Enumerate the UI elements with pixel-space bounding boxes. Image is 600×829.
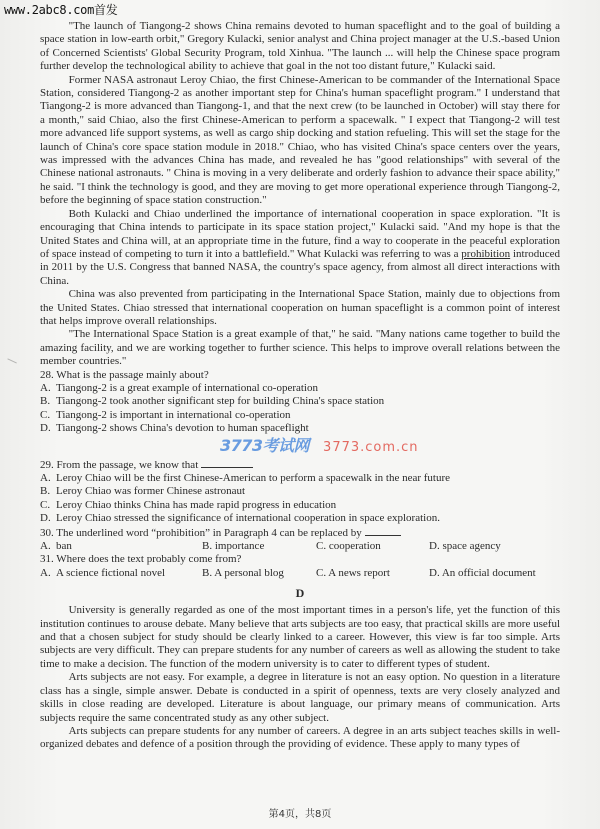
option-text: Tiangong-2 took another significant step for building China's space station [56,395,385,408]
passage-c-paragraph-5: "The International Space Station is a great example of that," he said. "Many nations came together to build the amazing facility, and we are working together to further science. This helps to improve overall relations between the member countries." [40,328,560,368]
option-text: An official document [441,566,536,579]
option-text: ban [56,540,72,553]
scan-smudge [3,358,17,372]
option-c [40,409,560,422]
option-c [316,540,429,553]
option-text: Tiangong-2 is a great example of international co-operation [56,381,318,394]
passage-c-paragraph-1: "The launch of Tiangong-2 shows China remains devoted to human spaceflight and to the goal of building a space station in low-earth orbit," Gregory Kulacki, senior analyst and China project manager at the U.S.-based Union of Concerned Scientists' Global Security Program, told Xinhua. "The launch ... will help the Chinese space program further develop the technological ability to achieve that goal in the not too distant future," Kulacki said. [40,20,560,73]
option-c [316,567,429,580]
option-d [429,540,501,553]
option-label: C. [40,408,51,421]
option-label: A. [40,540,51,553]
answer-blank [201,458,253,468]
option-a [40,382,560,395]
option-text: A personal blog [214,566,284,579]
option-a [40,472,560,485]
passage-c [40,20,560,369]
site-watermark: www.2abc8.com首发 [4,3,118,17]
option-label: B. [202,566,213,579]
option-label: C. [316,566,327,579]
option-b [202,540,316,553]
url-watermark: 3773.com.cn [323,439,419,455]
option-text: importance [214,540,265,553]
option-b [40,395,560,408]
answer-blank [365,526,401,536]
underlined-word: prohibition [461,247,511,260]
option-text: space agency [442,540,501,553]
option-label: D. [429,540,440,553]
question-31 [40,553,560,580]
option-label: D. [40,512,51,525]
options-row [40,540,560,553]
passage-d-paragraph-3: Arts subjects can prepare students for any number of careers. A degree in an arts subject teaches skills in well-organized debates and defence of a position through the providing of evidence. These apply to many types of [40,724,560,751]
option-text: Leroy Chiao stressed the significance of international cooperation in space exploration. [56,512,440,525]
option-label: B. [40,395,51,408]
option-label: D. [40,422,51,435]
passage-d-paragraph-2: Arts subjects are not easy. For example, a degree in literature is not an easy option. No question in a literature class has a single, simple answer. Debate is conducted in a spirit of openness, texts are very closely analyzed and skills in close reading are developed. Literature is about language, our primary means of communication. Arts subjects require the same concentrated study as any other subject. [40,671,560,724]
question-stem: 31. Where does the text probably come from? [40,553,242,566]
section-heading: D [295,586,305,601]
option-d [429,567,536,580]
option-d [40,422,560,435]
question-stem-text: 30. The underlined word “prohibition” in Paragraph 4 can be replaced by [40,526,362,539]
passage-c-paragraph-4: China was also prevented from participating in the International Space Station, mainly due to objections from the United States. Chiao stressed that international cooperation on human spaceflight is a common point of interest that helps improve overall relationships. [40,288,560,327]
passage-c-paragraph-2: Former NASA astronaut Leroy Chiao, the first Chinese-American to be commander of the International Space Station, considered Tiangong-2 as another important step for China's human spaceflight program." I understand that Tiangong-2 is more advanced than Tiangong-1, and that the next crew (to be launched in October) will stay there for a month," said Chiao, also the first Chinese-American to perform a spacewalk. " I expect that Tiangong-2 will test more advanced life support systems, as well as cargo ship docking and station refueling. This will set the stage for the launch of China's core space station module in 2018." Chiao, who has visited China's space centers over the years, was impressed with the advances China has made, and revealed he has "good relationships" with several of the Chinese national astronauts. " China is moving in a very deliberate and orderly fashion to advance their space ability," he said. "I think the technology is good, and they are moving to get more operational experience through Tiangong-2, before the beginning of space station construction." [40,73,560,207]
option-text: Tiangong-2 shows China's devotion to human spaceflight [56,422,309,435]
watermark-band [220,437,560,457]
question-28 [40,369,560,436]
questions [40,369,560,581]
option-label: A. [40,566,51,579]
question-30 [40,526,560,554]
options-row [40,567,560,580]
passage-d [40,586,560,751]
option-text: Leroy Chiao was former Chinese astronaut [56,485,246,498]
option-text: Leroy Chiao thinks China has made rapid progress in education [56,498,337,511]
passage-c-paragraph-3 [40,208,560,288]
logo-watermark: 3773考试网 [220,435,310,455]
option-a [40,540,202,553]
option-label: C. [40,498,51,511]
option-b [202,567,316,580]
question-stem [40,458,560,472]
page-number: 第4页，共8页 [268,809,332,820]
passage-d-paragraph-1: University is generally regarded as one of the most important times in a person's life, yet the function of this institution continues to arouse debate. Many believe that arts subjects are too easy, that practical skills are more useful and that a chosen subject for study should be clearly linked to a career. However, this view is far too simple. Arts subjects are very difficult. They can prepare students for any number of careers as well as allowing the student to take time to make a decision. The function of the modern university is to cater to different types of student. [40,604,560,670]
option-label: B. [202,540,213,553]
option-d [40,512,560,525]
question-stem: 28. What is the passage mainly about? [40,368,209,381]
option-label: C. [316,540,327,553]
option-text: cooperation [328,540,381,553]
option-a [40,567,202,580]
option-label: B. [40,485,51,498]
option-label: A. [40,472,51,484]
question-stem-text: 29. From the passage, we know that [40,458,199,471]
option-text: Leroy Chiao will be the first Chinese-American to perform a spacewalk in the near future [56,472,451,484]
paragraph-3-continuation: introduced in 2011 by the U.S. Congress that banned NASA, the country's space agency, from almost all direct interactions with China. [40,247,560,287]
option-text: A science fictional novel [56,566,166,579]
question-29 [40,458,560,526]
paragraph-3-text: Both Kulacki and Chiao underlined the importance of international cooperation in space exploration. "It is encouraging that China intends to participate in its space station project," Kulacki said. "And my hope is that the United States and China will, at an appropriate time in the future, find a way to cooperate in the peaceful exploration of space instead of competing to turn it into a battlefield." What Kulacki was referring to was a [40,207,560,260]
question-stem [40,526,560,540]
option-label: D. [429,566,440,579]
page-content [40,20,560,752]
option-c [40,499,560,512]
option-b [40,485,560,498]
option-label: A. [40,381,51,394]
option-text: Tiangong-2 is important in international co-operation [56,408,291,421]
option-text: A news report [328,566,390,579]
